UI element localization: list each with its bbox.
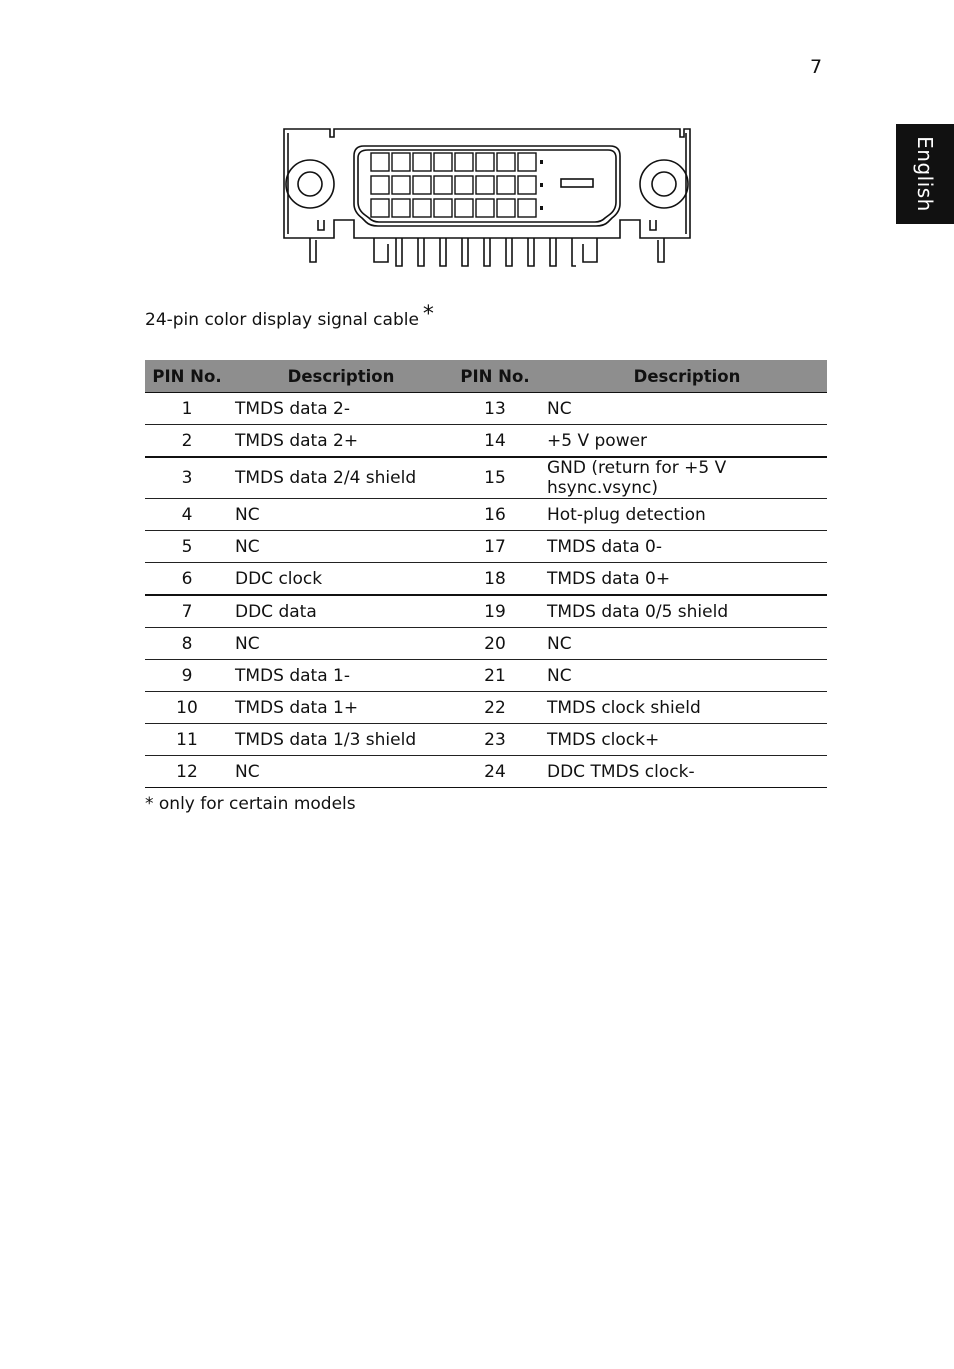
pin-description: TMDS data 2- [229, 393, 447, 425]
table-row [145, 531, 827, 563]
header-description: Description [229, 360, 447, 393]
pin-description: NC [543, 393, 827, 425]
pin-number: 1 [145, 393, 229, 425]
table-row [145, 499, 827, 531]
pin-number: 20 [447, 628, 543, 660]
pin-description: TMDS data 1+ [229, 692, 447, 724]
caption-text: 24-pin color display signal cable [145, 310, 419, 330]
pin-description: TMDS data 2/4 shield [229, 457, 447, 499]
pin-number: 11 [145, 724, 229, 756]
pin-number: 15 [447, 457, 543, 499]
pin-description: TMDS data 2+ [229, 425, 447, 458]
pin-description: TMDS clock shield [543, 692, 827, 724]
pin-number: 6 [145, 563, 229, 596]
pin-number: 13 [447, 393, 543, 425]
pin-number: 9 [145, 660, 229, 692]
pin-number: 3 [145, 457, 229, 499]
pin-description: NC [229, 499, 447, 531]
pin-description: NC [543, 628, 827, 660]
pin-description: TMDS data 0+ [543, 563, 827, 596]
page-number: 7 [810, 56, 823, 78]
table-row [145, 692, 827, 724]
language-tab-label: English [913, 136, 937, 212]
pin-description: TMDS data 1/3 shield [229, 724, 447, 756]
table-header-row [145, 360, 827, 393]
table-row [145, 660, 827, 692]
dvi-connector-diagram [278, 122, 696, 270]
pin-number: 23 [447, 724, 543, 756]
language-tab [896, 124, 954, 224]
pin-number: 24 [447, 756, 543, 788]
pin-number: 10 [145, 692, 229, 724]
pin-description: DDC data [229, 595, 447, 628]
pin-description: DDC TMDS clock- [543, 756, 827, 788]
header-description: Description [543, 360, 827, 393]
pin-number: 18 [447, 563, 543, 596]
pin-description: NC [229, 756, 447, 788]
caption-asterisk: * [422, 302, 434, 327]
figure-caption [145, 302, 434, 331]
pin-number: 17 [447, 531, 543, 563]
pin-number: 12 [145, 756, 229, 788]
pin-description: NC [543, 660, 827, 692]
table-row [145, 628, 827, 660]
pin-description: TMDS data 0- [543, 531, 827, 563]
pin-assignment-table [145, 360, 827, 788]
header-pin-no: PIN No. [145, 360, 229, 393]
pin-number: 21 [447, 660, 543, 692]
pin-description: GND (return for +5 V hsync.vsync) [543, 457, 827, 499]
pin-description: NC [229, 531, 447, 563]
pin-description: TMDS data 1- [229, 660, 447, 692]
table-row [145, 595, 827, 628]
pin-description: NC [229, 628, 447, 660]
pin-number: 2 [145, 425, 229, 458]
table-row [145, 425, 827, 458]
pin-description: DDC clock [229, 563, 447, 596]
table-row [145, 563, 827, 596]
pin-number: 16 [447, 499, 543, 531]
pin-number: 7 [145, 595, 229, 628]
footnote: * only for certain models [145, 794, 356, 814]
pin-description: TMDS data 0/5 shield [543, 595, 827, 628]
table-row [145, 457, 827, 499]
pin-description: TMDS clock+ [543, 724, 827, 756]
pin-number: 14 [447, 425, 543, 458]
pin-number: 19 [447, 595, 543, 628]
pin-description: Hot-plug detection [543, 499, 827, 531]
table-row [145, 393, 827, 425]
table-row [145, 724, 827, 756]
pin-number: 22 [447, 692, 543, 724]
pin-number: 5 [145, 531, 229, 563]
header-pin-no: PIN No. [447, 360, 543, 393]
pin-number: 4 [145, 499, 229, 531]
table-row [145, 756, 827, 788]
pin-description: +5 V power [543, 425, 827, 458]
pin-number: 8 [145, 628, 229, 660]
